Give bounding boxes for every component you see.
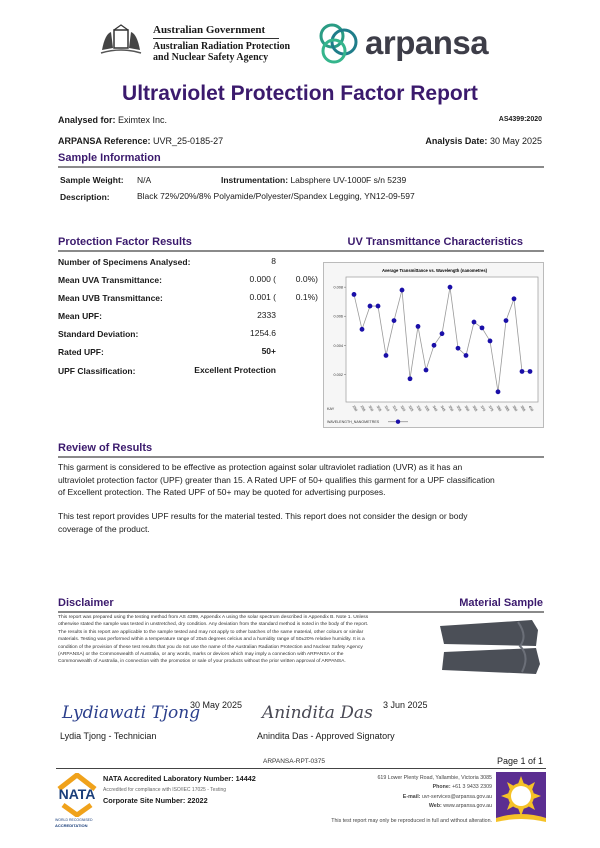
data-point [480,325,485,330]
data-point [352,292,357,297]
review-paragraph-1: This garment is considered to be effective as protection against solar ultraviolet radiation (UVR) as it has an ultraviolet protection factor (UPF) greater than 15. A Rated UPF of 50+ qualifies this garment for a UPF classification of Excellent protection. The Rated UPF of 50+ may be quoted for advertising purposes. [58,462,495,497]
x-tick-label: 295 [359,404,367,413]
arpansa-reference: ARPANSA Reference: UVR_25-0185-27 [58,136,224,146]
technician-name: Lydia Tjong - Technician [60,731,157,741]
email-link[interactable]: E-mail: uvr-services@arpansa.gov.au [402,793,492,800]
result-percent: 0.1%) [295,292,318,302]
footer-divider [56,768,546,769]
data-point [456,346,461,351]
x-tick-label: 395 [519,404,527,413]
plot-area [346,277,538,402]
chart-svg [324,263,545,429]
data-point [464,353,469,358]
x-tick-label: 330 [415,404,423,413]
section-divider [58,166,544,168]
analysis-date-value: 30 May 2025 [489,136,542,146]
signature-technician: Lydiawati Tjong [62,703,201,723]
material-sample-image [438,616,546,678]
y-tick-label: 0.006 [333,314,343,319]
review-heading: Review of Results [58,442,153,454]
x-tick-label: 365 [471,404,479,413]
sample-weight-label: Sample Weight: [60,175,124,185]
disclaimer-heading: Disclaimer [58,597,114,609]
data-point [400,288,405,293]
signature-date-technician: 30 May 2025 [190,700,243,710]
result-value: 0.001 ( [249,292,276,302]
result-value: 8 [271,256,276,266]
analysed-for: Analysed for: Eximtex Inc. [58,115,168,125]
gov-crest-icon [97,22,145,58]
x-tick-label: 320 [399,404,407,413]
x-tick-label: 300 [367,404,375,413]
x-tick-label: 305 [375,404,383,413]
reproduction-notice: This test report may only be reproduced in full and without alteration. [331,818,492,824]
result-label: Mean UVB Transmittance: [58,293,163,303]
result-label: Number of Specimens Analysed: [58,257,191,267]
sample-weight-value: N/A [137,175,152,185]
x-tick-label: 375 [487,404,495,413]
page-title: Ultraviolet Protection Factor Report [122,82,478,105]
x-tick-label: 340 [431,404,439,413]
corporate-site-number: Corporate Site Number: 22022 [103,796,208,805]
legend-label: WAVELENGTH_NANOMETRES [327,420,380,424]
x-tick-label: 400 [527,404,535,413]
x-tick-label: 380 [495,404,503,413]
x-tick-label: 310 [383,404,391,413]
analysis-date: Analysis Date: 30 May 2025 [425,136,542,146]
data-point [392,318,397,323]
data-point [432,343,437,348]
nata-logo-icon: NATA WORLD RECOGNISED ACCREDITATION [55,773,99,829]
x-tick-label: 355 [455,404,463,413]
gov-name: Australian Government [153,24,266,36]
signatory-name: Anindita Das - Approved Signatory [257,731,395,741]
results-heading: Protection Factor Results [58,236,192,248]
section-divider [58,611,544,613]
x-tick-label: 290 [351,404,359,413]
transmittance-chart [323,262,544,428]
result-value: 0.000 ( [249,274,276,284]
result-label: UPF Classification: [58,366,136,376]
reference-value: UVR_25-0185-27 [153,136,224,146]
data-point [440,331,445,336]
x-tick-label: 370 [479,404,487,413]
section-divider [58,456,544,458]
data-point [368,304,373,309]
y-tick-label: 0.002 [333,372,343,377]
instrumentation: Instrumentation: Labsphere UV-1000F s/n 5239 [221,175,407,185]
x-tick-label: 345 [439,404,447,413]
x-tick-label: 350 [447,404,455,413]
result-label: Rated UPF: [58,347,104,357]
signature-signatory: Anindita Das [262,703,373,723]
x-tick-label: 385 [503,404,511,413]
data-point [512,296,517,301]
data-point [376,304,381,309]
agency-name-line1: Australian Radiation Protection [153,41,291,52]
data-point [408,376,413,381]
web-link[interactable]: Web: www.arpansa.gov.au [428,803,492,810]
disclaimer-text: This report was prepared using the testing method from AS 4399, Appendix A using the solar spectrum described in Appendix B. Note 1. Unless otherwise stated the sample was tested in unstretched, dry condition. Any deviation from the standard method is noted in the body of the report. The results in this report are applicable to the sample tested and may not apply to other batches of the same material, other colours or similar materials. Testing was performed within a temperature range of 20±5 degrees celcius and a humidity range of 50±20% relative humidity. It is a condition of the provision of these test results that you do not use the name of the Australian Radiation Protection and Nuclear Safety Agency (ARPANSA) or the Commonwealth of Australia, or any words, marks or devices which may imply a connection with ARPANSA or the Commonwealth of Australia, in connection with the promotion or sale of your products without the prior written approval of ARPANSA. [58,615,369,665]
arpansa-sun-logo-icon [496,772,546,826]
data-point [448,285,453,290]
x-axis-label: KAY [327,407,335,411]
x-tick-label: 315 [391,404,399,413]
description-label: Description: [60,192,110,202]
y-tick-label: 0.004 [333,343,343,348]
result-value: 50+ [261,346,276,356]
data-point [520,369,525,374]
result-label: Mean UVA Transmittance: [58,275,162,285]
legend-marker [396,420,400,424]
result-label: Standard Deviation: [58,329,139,339]
document-code: ARPANSA-RPT-0375 [263,758,326,765]
arpansa-logo-icon [314,20,362,68]
sample-info-heading: Sample Information [58,152,161,164]
x-tick-label: 390 [511,404,519,413]
section-divider [58,250,544,252]
page-number: Page 1 of 1 [496,756,543,766]
result-value: 1254.6 [250,328,276,338]
result-value: Excellent Protection [194,365,276,375]
client-name: Eximtex Inc. [118,115,168,125]
data-point [528,369,533,374]
description-value: Black 72%/20%/8% Polyamide/Polyester/Spandex Legging, YN12-09-597 [137,191,415,201]
result-percent: 0.0%) [295,274,318,284]
data-point [416,324,421,329]
material-sample-heading: Material Sample [459,597,543,609]
review-paragraph-2: This test report provides UPF results for the material tested. This report does not consider the design or body coverage of the product. [58,511,468,534]
address: 619 Lower Plenty Road, Yallambie, Victoria 3085 [377,775,492,781]
standard-code: AS4399:2020 [498,116,542,123]
data-point [424,368,429,373]
signature-date-signatory: 3 Jun 2025 [383,700,428,710]
chart-title: Average Transmittance vs. Wavelength (nanometres) [381,268,488,273]
result-label: Mean UPF: [58,311,102,321]
uv-chart-heading: UV Transmittance Characteristics [347,236,523,248]
x-tick-label: 360 [463,404,471,413]
nata-accreditation: Accredited for compliance with ISO/IEC 17025 - Testing [103,787,227,793]
data-point [384,353,389,358]
x-tick-label: 335 [423,404,431,413]
data-point [504,318,509,323]
data-point [472,320,477,325]
result-value: 2333 [257,310,276,320]
y-tick-label: 0.008 [333,285,343,290]
data-point [488,339,493,344]
x-tick-label: 325 [407,404,415,413]
instrument-value: Labsphere UV-1000F s/n 5239 [290,175,407,185]
nata-lab-number: NATA Accredited Laboratory Number: 14442 [103,774,256,783]
data-point [360,327,365,332]
data-point [496,389,501,394]
phone: Phone: +61 3 9433 2309 [432,784,492,791]
arpansa-wordmark: arpansa [365,24,489,61]
agency-name-line2: and Nuclear Safety Agency [153,52,269,63]
